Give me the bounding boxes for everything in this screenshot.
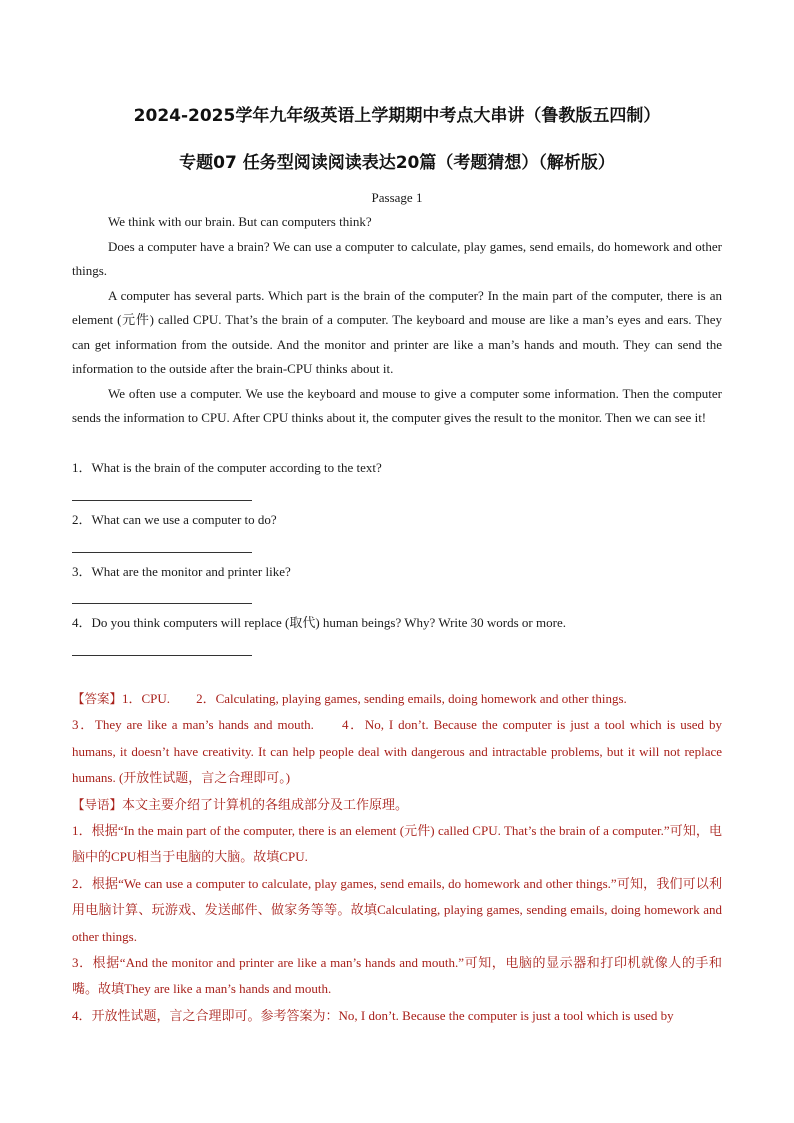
answer-3: 3．They are like a man’s hands and mouth. [72, 717, 314, 733]
answer-1: 1．CPU. [122, 691, 171, 706]
explanation-2: 2．根据“We can use a computer to calculate, play games, send emails, do homework and other things.”可知，我们可以利用电脑计算、玩游戏、发送邮件、做家务等等。故填Calculating, playing games, sending emails, doing homework and other things. [72, 875, 722, 944]
answer-4: 4．No, I don’t. Because the computer is just a tool which is used by humans, it doesn’t have creativity. It can help people deal with dangerous and intractable problems, but it will not replace humans. (开放性试题，言之合理即可。) [72, 717, 722, 786]
answer-section [72, 686, 722, 1029]
explanation-1: 1．根据“In the main part of the computer, there is an element (元件) called CPU. That’s the brain of a computer.”可知，电脑中的CPU相当于电脑的大脑。故填CPU. [72, 823, 722, 865]
question-2 [72, 510, 722, 530]
question-text: 1．What is the brain of the computer according to the text? [72, 460, 382, 475]
question-4 [72, 613, 722, 633]
answer-blank-2[interactable] [72, 552, 252, 553]
explanation-4: 4．开放性试题，言之合理即可。参考答案为：No, I don’t. Because the computer is just a tool which is used by [72, 1007, 674, 1023]
explanation-3: 3．根据“And the monitor and printer are like a man’s hands and mouth.”可知，电脑的显示器和打印机就像人的手和嘴。故填They are like a man’s hands and mouth. [72, 955, 722, 997]
paragraph: Does a computer have a brain? We can use a computer to calculate, play games, send emails, do homework and other things. [72, 238, 722, 278]
paragraph: We often use a computer. We use the keyboard and mouse to give a computer some information. Then the computer sends the information to CPU. After CPU thinks about it, the computer gives the result to the monitor. Then we can see it! [72, 385, 722, 425]
question-3 [72, 562, 722, 582]
passage-title: Passage 1 [371, 190, 423, 205]
question-text: 4．Do you think computers will replace (取代) human beings? Why? Write 30 words or more. [72, 615, 566, 630]
paragraph: A computer has several parts. Which part is the brain of the computer? In the main part of the computer, there is an element (元件) called CPU. That’s the brain of a computer. The keyboard and mouse are like a man’s eyes and ears. They can get information from the outside. And the monitor and printer are like a man’s hands and mouth. They can send the information to the outside after the brain-CPU thinks about it. [72, 287, 722, 376]
question-text: 3．What are the monitor and printer like? [72, 564, 291, 579]
paragraph: We think with our brain. But can computers think? [108, 214, 372, 229]
document-subtitle: 专题07 任务型阅读阅读表达20篇（考题猜想）（解析版） [179, 153, 615, 173]
answer-tag: 【答案】 [72, 691, 123, 706]
answer-blank-1[interactable] [72, 500, 252, 501]
passage-body [72, 210, 722, 431]
question-1 [72, 458, 722, 478]
document-title: 2024-2025学年九年级英语上学期期中考点大串讲（鲁教版五四制） [133, 106, 661, 126]
answer-2: 2．Calculating, playing games, sending emails, doing homework and other things. [196, 691, 627, 706]
question-text: 2．What can we use a computer to do? [72, 512, 277, 527]
guide-tag: 【导语】 [72, 796, 123, 812]
answer-blank-4[interactable] [72, 655, 252, 656]
guide-text: 本文主要介绍了计算机的各组成部分及工作原理。 [122, 796, 409, 812]
answer-blank-3[interactable] [72, 603, 252, 604]
